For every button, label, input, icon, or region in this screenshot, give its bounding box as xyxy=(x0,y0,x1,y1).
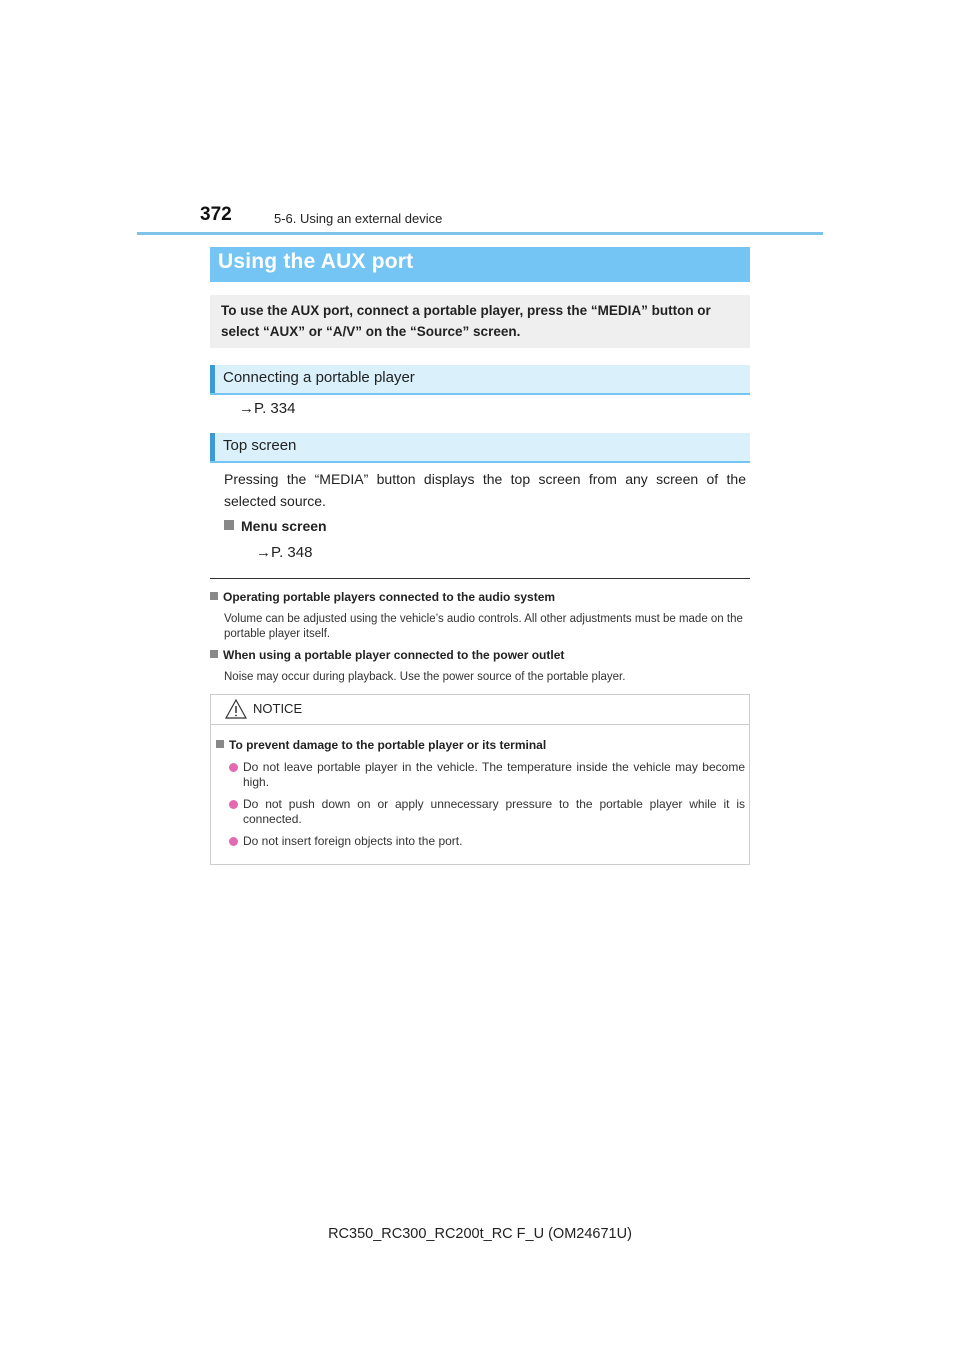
footer-model-code: RC350_RC300_RC200t_RC F_U (OM24671U) xyxy=(328,1226,632,1242)
notes-divider xyxy=(210,578,750,579)
intro-box xyxy=(210,295,750,348)
bullet-dot-icon xyxy=(229,800,238,809)
notice-bullet xyxy=(229,797,745,827)
warning-triangle-icon xyxy=(225,699,247,719)
note-heading xyxy=(210,590,555,604)
notice-bullet-text: Do not leave portable player in the vehicle. The temperature inside the vehicle may become high. xyxy=(243,760,745,789)
page-number: 372 xyxy=(200,204,232,225)
square-bullet-icon xyxy=(210,592,218,600)
intro-text: To use the AUX port, connect a portable player, press the “MEDIA” button or select “AUX” or “A/V” on the “Source” screen. xyxy=(221,303,711,339)
note-text: Volume can be adjusted using the vehicle’s audio controls. All other adjustments must be made on the portable player itself. xyxy=(224,613,743,640)
note-heading-text: When using a portable player connected to the power outlet xyxy=(223,648,565,662)
notice-bullet-text: Do not push down on or apply unnecessary pressure to the portable player while it is connected. xyxy=(243,797,745,826)
subheading-connecting xyxy=(210,365,750,395)
page-reference-link[interactable]: →P. 334 xyxy=(239,400,296,417)
main-heading-text: Using the AUX port xyxy=(218,250,414,273)
subheading-top-screen-text: Top screen xyxy=(223,437,297,454)
menu-screen-label-text: Menu screen xyxy=(241,518,327,534)
note-heading xyxy=(210,648,564,662)
notice-subheading-text: To prevent damage to the portable player or its terminal xyxy=(229,738,547,752)
subheading-top-screen xyxy=(210,433,750,463)
notice-label: NOTICE xyxy=(253,701,303,716)
menu-screen-label xyxy=(224,518,327,534)
square-bullet-icon xyxy=(224,520,234,530)
top-screen-description: Pressing the “MEDIA” button displays the top screen from any screen of the selected source. xyxy=(224,471,746,509)
notice-bullet-text: Do not insert foreign objects into the port. xyxy=(243,834,463,848)
bullet-dot-icon xyxy=(229,837,238,846)
notice-bullet xyxy=(229,834,745,849)
notice-subheading xyxy=(216,738,546,752)
subheading-bar xyxy=(210,365,215,393)
notice-bullet xyxy=(229,760,745,790)
section-title: 5-6. Using an external device xyxy=(274,211,443,226)
notice-header xyxy=(211,695,749,725)
menu-page-reference-link[interactable]: →P. 348 xyxy=(256,544,313,561)
header-rule xyxy=(137,232,823,235)
square-bullet-icon xyxy=(210,650,218,658)
note-heading-text: Operating portable players connected to the audio system xyxy=(223,590,556,604)
subheading-connecting-text: Connecting a portable player xyxy=(223,369,415,386)
bullet-dot-icon xyxy=(229,763,238,772)
main-heading xyxy=(210,247,750,282)
square-bullet-icon xyxy=(216,740,224,748)
note-text: Noise may occur during playback. Use the power source of the portable player. xyxy=(224,671,626,683)
subheading-bar xyxy=(210,433,215,461)
notice-box xyxy=(210,694,750,865)
